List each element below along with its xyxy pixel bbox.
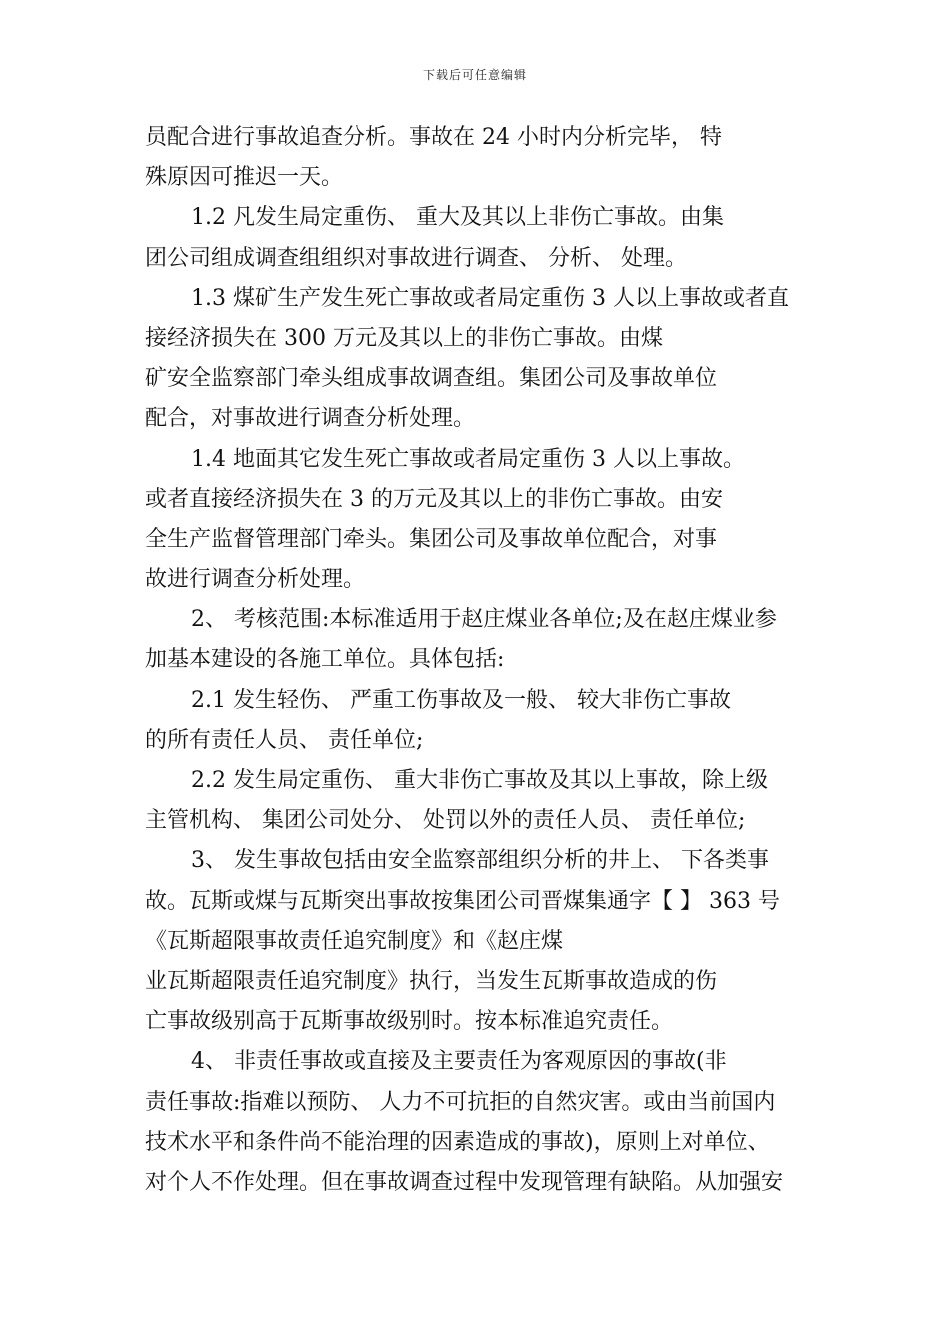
text-line: 或者直接经济损失在 3 的万元及其以上的非伤亡事故。由安 bbox=[145, 486, 723, 512]
text-line: 1.4 地面其它发生死亡事故或者局定重伤 3 人以上事故。 bbox=[191, 446, 745, 472]
text-line: 亡事故级别高于瓦斯事故级别时。按本标准追究责任。 bbox=[145, 1009, 674, 1035]
text-line: 责任事故:指难以预防、 人力不可抗拒的自然灾害。或由当前国内 bbox=[145, 1089, 776, 1115]
text-line: 主管机构、 集团公司处分、 处罚以外的责任人员、 责任单位; bbox=[145, 808, 746, 834]
text-line: 1.2 凡发生局定重伤、 重大及其以上非伤亡事故。由集 bbox=[191, 205, 724, 231]
text-line: 1.3 煤矿生产发生死亡事故或者局定重伤 3 人以上事故或者直 bbox=[191, 285, 789, 311]
text-line: 殊原因可推迟一天。 bbox=[145, 165, 344, 191]
text-line: 配合，对事故进行调查分析处理。 bbox=[145, 406, 476, 432]
text-line: 2、 考核范围:本标准适用于赵庄煤业各单位;及在赵庄煤业参 bbox=[191, 607, 777, 633]
text-line: 接经济损失在 300 万元及其以上的非伤亡事故。由煤 bbox=[145, 325, 663, 351]
text-line: 业瓦斯超限责任追究制度》执行，当发生瓦斯事故造成的伤 bbox=[145, 968, 718, 994]
text-line: 3、 发生事故包括由安全监察部组织分析的井上、 下各类事 bbox=[191, 848, 769, 874]
text-line: 《瓦斯超限事故责任追究制度》和《赵庄煤 bbox=[145, 928, 564, 954]
text-line: 2.2 发生局定重伤、 重大非伤亡事故及其以上事故，除上级 bbox=[191, 768, 768, 793]
text-line: 对个人不作处理。但在事故调查过程中发现管理有缺陷。从加强安 bbox=[145, 1169, 784, 1195]
text-line: 的所有责任人员、 责任单位; bbox=[145, 727, 424, 753]
text-line: 2.1 发生轻伤、 严重工伤事故及一般、 较大非伤亡事故 bbox=[191, 687, 731, 713]
text-line: 加基本建设的各施工单位。具体包括: bbox=[145, 647, 505, 673]
text-line: 故。瓦斯或煤与瓦斯突出事故按集团公司晋煤集通字【 】 363 号 bbox=[145, 888, 780, 914]
document-body bbox=[145, 118, 815, 1203]
page-header: 下载后可任意编辑 bbox=[422, 68, 527, 82]
text-line: 员配合进行事故追查分析。事故在 24 小时内分析完毕， 特 bbox=[145, 125, 722, 150]
text-line: 全生产监督管理部门牵头。集团公司及事故单位配合，对事 bbox=[145, 526, 718, 552]
text-line: 故进行调查分析处理。 bbox=[145, 567, 366, 593]
text-line: 矿安全监察部门牵头组成事故调查组。集团公司及事故单位 bbox=[145, 366, 718, 392]
text-line: 4、 非责任事故或直接及主要责任为客观原因的事故(非 bbox=[191, 1049, 727, 1075]
text-line: 技术水平和条件尚不能治理的因素造成的事故)，原则上对单位、 bbox=[145, 1129, 770, 1155]
text-line: 团公司组成调查组组织对事故进行调查、 分析、 处理。 bbox=[145, 245, 687, 271]
